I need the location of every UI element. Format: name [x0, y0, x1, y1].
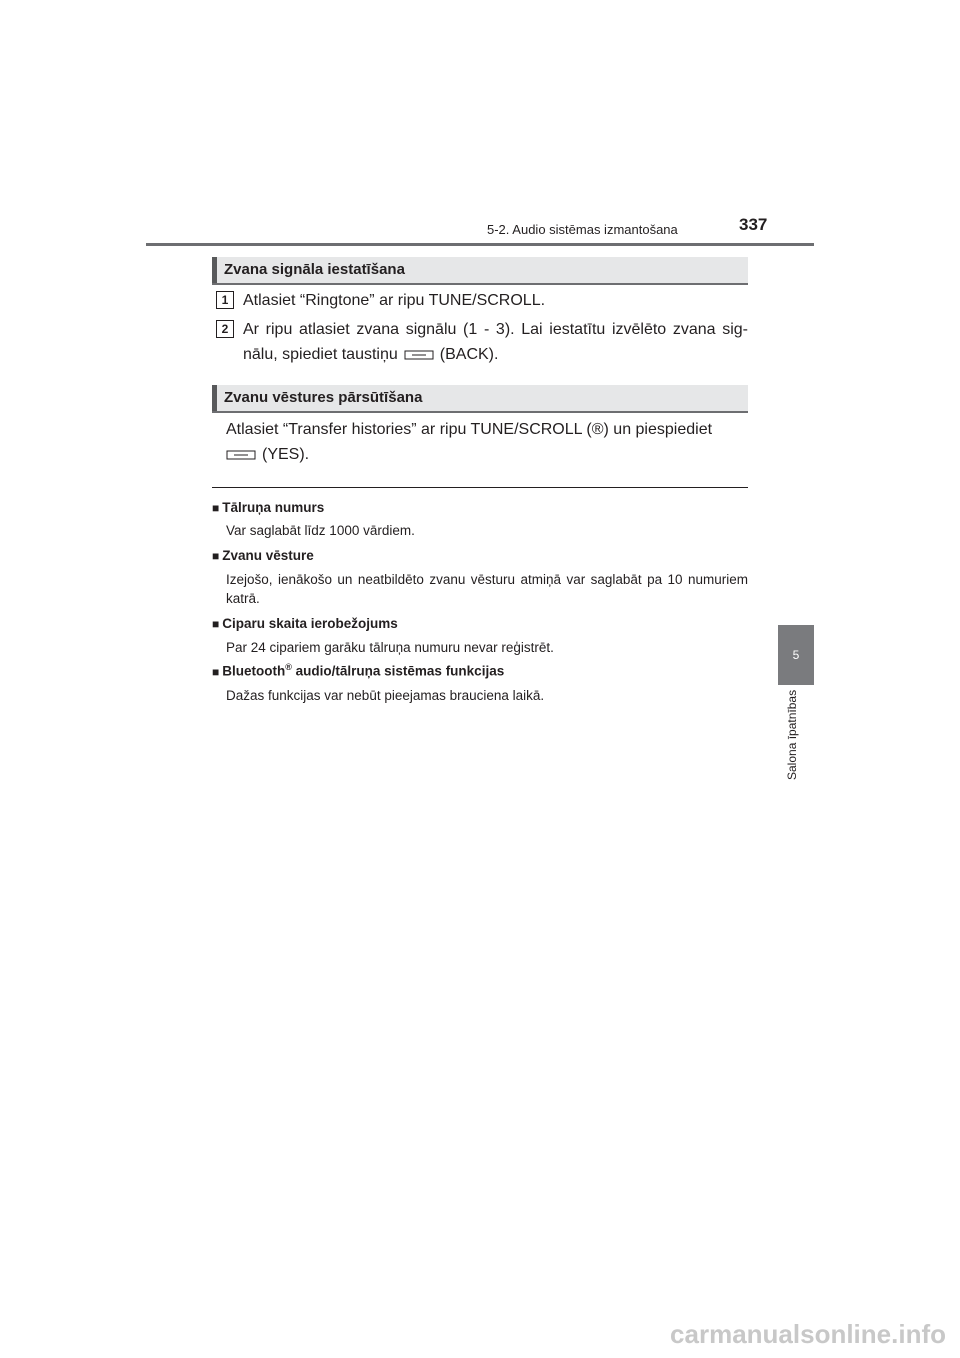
history-transfer-text — [226, 417, 748, 467]
page-number: 337 — [739, 215, 768, 234]
section-title: Zvanu vēstures pārsūtīšana — [224, 389, 423, 406]
history-text-before: Atlasiet “Transfer histories” ar ripu TUNE/SCROLL (®) un piespiediet — [226, 421, 713, 438]
button-symbol-icon — [226, 450, 256, 460]
step-2-text-before: Ar ripu atlasiet zvana signālu (1 - 3). Lai iestatītu izvēlēto zvana sig-nālu, spiediet taustiņu — [243, 321, 748, 363]
note-title-phone-number: ■ Tālruņa numurs — [212, 500, 325, 515]
note-title-digit-limit: ■ Ciparu skaita ierobežojums — [212, 616, 398, 631]
step-text-1: Atlasiet “Ringtone” ar ripu TUNE/SCROLL. — [243, 292, 546, 309]
header-rule — [146, 243, 814, 246]
note-body-phone-number: Var saglabāt līdz 1000 vārdiem. — [226, 523, 415, 538]
heading-bar — [212, 257, 217, 283]
chapter-number: 5 — [792, 648, 800, 662]
section-title: Zvana signāla iestatīšana — [224, 261, 405, 278]
step-number-1: 1 — [216, 291, 234, 309]
header-section-title: 5-2. Audio sistēmas izmantošana — [487, 222, 678, 237]
note-title-call-history: ■ Zvanu vēsture — [212, 548, 314, 563]
chapter-label: Salona īpatnības — [785, 690, 799, 781]
watermark: carmanualsonline.info — [670, 1319, 946, 1349]
step-2-text-after: (BACK). — [439, 346, 499, 363]
section-heading-ringtone — [212, 257, 748, 285]
step-text-2 — [243, 317, 748, 367]
square-bullet-icon: ■ — [212, 617, 220, 631]
button-symbol-icon — [404, 350, 434, 360]
note-title-bluetooth: ■ Bluetooth® audio/tālruņa sistēmas funkcijas — [212, 662, 505, 679]
square-bullet-icon: ■ — [212, 549, 220, 563]
chapter-tab — [778, 625, 814, 685]
step-number-2: 2 — [216, 320, 234, 338]
square-bullet-icon: ■ — [212, 664, 220, 679]
note-body-bluetooth: Dažas funkcijas var nebūt pieejamas brauciena laikā. — [226, 688, 545, 703]
note-body-call-history: Izejošo, ienākošo un neatbildēto zvanu vēsturu atmiņā var saglabāt pa 10 numuriem katrā. — [226, 572, 748, 606]
square-bullet-icon: ■ — [212, 501, 220, 515]
note-body-digit-limit: Par 24 cipariem garāku tālruņa numuru nevar reģistrēt. — [226, 640, 554, 655]
notes-divider — [212, 487, 748, 488]
section-heading-history — [212, 385, 748, 413]
history-text-after: (YES). — [262, 446, 310, 463]
heading-bar — [212, 385, 217, 411]
